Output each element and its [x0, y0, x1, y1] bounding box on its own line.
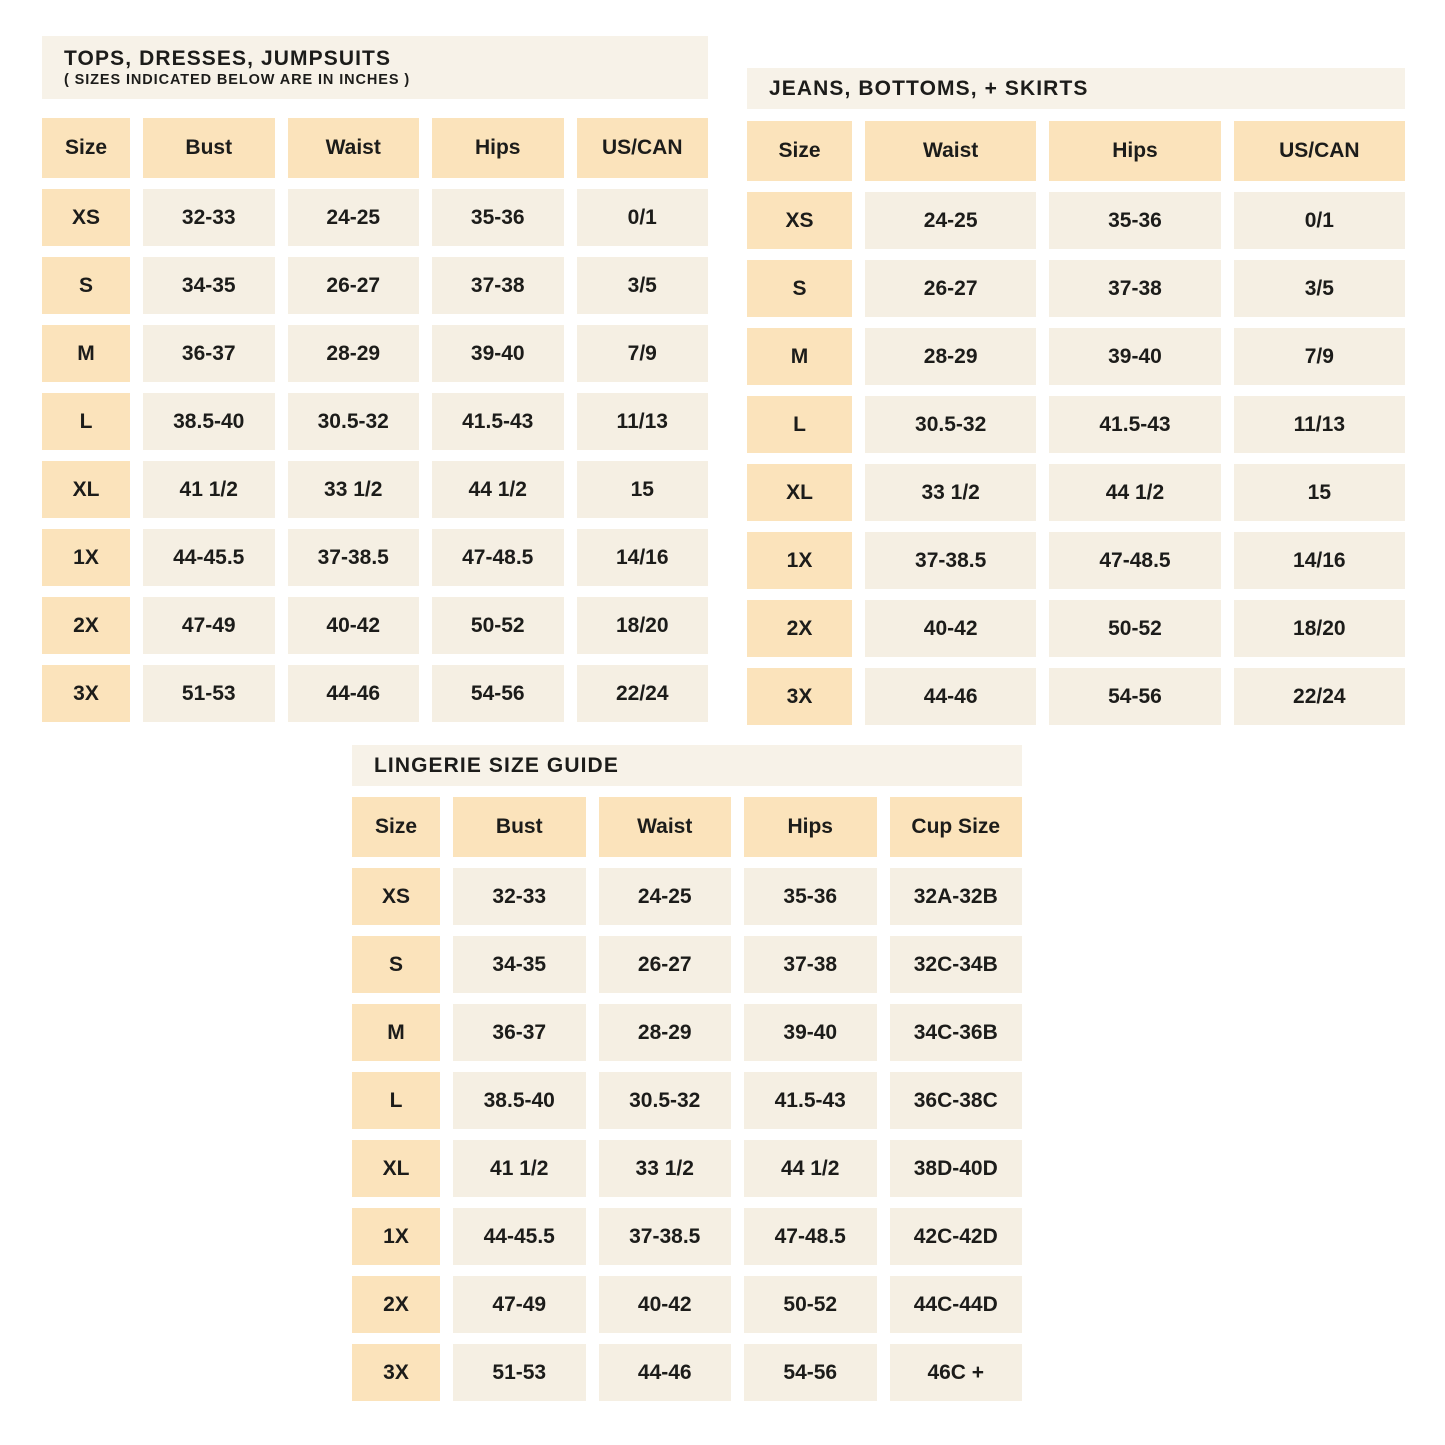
jeans-bottoms-skirts-section	[747, 68, 1405, 725]
measurement-cell: 32C-34B	[890, 936, 1023, 993]
size-label-cell: 1X	[42, 529, 130, 586]
measurement-cell: 14/16	[1234, 532, 1405, 589]
size-label-cell: S	[747, 260, 852, 317]
size-label-cell: S	[352, 936, 440, 993]
measurement-cell: 7/9	[1234, 328, 1405, 385]
size-label-cell: 3X	[42, 665, 130, 722]
measurement-cell: 11/13	[577, 393, 709, 450]
size-label-cell: XS	[42, 189, 130, 246]
size-label-cell: XS	[352, 868, 440, 925]
measurement-cell: 41.5-43	[1049, 396, 1220, 453]
measurement-cell: 30.5-32	[288, 393, 420, 450]
measurement-cell: 47-49	[143, 597, 275, 654]
jeans-title-bar	[747, 68, 1405, 109]
size-label-cell: XL	[352, 1140, 440, 1197]
measurement-cell: 44-45.5	[453, 1208, 586, 1265]
lingerie-title: LINGERIE SIZE GUIDE	[374, 754, 619, 777]
measurement-cell: 39-40	[432, 325, 564, 382]
measurement-cell: 24-25	[865, 192, 1036, 249]
measurement-cell: 44-45.5	[143, 529, 275, 586]
jeans-size-grid	[747, 121, 1405, 725]
measurement-cell: 40-42	[599, 1276, 732, 1333]
measurement-cell: 33 1/2	[865, 464, 1036, 521]
measurement-cell: 11/13	[1234, 396, 1405, 453]
column-header-us-can: US/CAN	[1234, 121, 1405, 181]
measurement-cell: 30.5-32	[865, 396, 1036, 453]
measurement-cell: 26-27	[288, 257, 420, 314]
column-header-cup-size: Cup Size	[890, 797, 1023, 857]
measurement-cell: 22/24	[1234, 668, 1405, 725]
measurement-cell: 35-36	[1049, 192, 1220, 249]
measurement-cell: 44 1/2	[1049, 464, 1220, 521]
measurement-cell: 28-29	[865, 328, 1036, 385]
measurement-cell: 35-36	[744, 868, 877, 925]
measurement-cell: 41.5-43	[744, 1072, 877, 1129]
column-header-size: Size	[42, 118, 130, 178]
measurement-cell: 14/16	[577, 529, 709, 586]
size-label-cell: XL	[42, 461, 130, 518]
column-header-hips: Hips	[744, 797, 877, 857]
size-label-cell: M	[747, 328, 852, 385]
measurement-cell: 44-46	[288, 665, 420, 722]
measurement-cell: 18/20	[577, 597, 709, 654]
column-header-waist: Waist	[865, 121, 1036, 181]
measurement-cell: 46C +	[890, 1344, 1023, 1401]
column-header-size: Size	[747, 121, 852, 181]
measurement-cell: 41.5-43	[432, 393, 564, 450]
jeans-title: JEANS, BOTTOMS, + SKIRTS	[769, 77, 1089, 100]
size-label-cell: M	[352, 1004, 440, 1061]
measurement-cell: 32-33	[453, 868, 586, 925]
measurement-cell: 35-36	[432, 189, 564, 246]
measurement-cell: 36-37	[453, 1004, 586, 1061]
measurement-cell: 50-52	[744, 1276, 877, 1333]
measurement-cell: 44-46	[865, 668, 1036, 725]
measurement-cell: 54-56	[1049, 668, 1220, 725]
measurement-cell: 44 1/2	[744, 1140, 877, 1197]
measurement-cell: 41 1/2	[453, 1140, 586, 1197]
measurement-cell: 15	[577, 461, 709, 518]
measurement-cell: 33 1/2	[599, 1140, 732, 1197]
measurement-cell: 24-25	[288, 189, 420, 246]
measurement-cell: 28-29	[599, 1004, 732, 1061]
measurement-cell: 51-53	[453, 1344, 586, 1401]
size-label-cell: 1X	[352, 1208, 440, 1265]
measurement-cell: 37-38.5	[288, 529, 420, 586]
tops-dresses-jumpsuits-section	[42, 36, 708, 722]
tops-title-bar	[42, 36, 708, 99]
measurement-cell: 32-33	[143, 189, 275, 246]
measurement-cell: 26-27	[865, 260, 1036, 317]
measurement-cell: 41 1/2	[143, 461, 275, 518]
size-label-cell: S	[42, 257, 130, 314]
column-header-bust: Bust	[453, 797, 586, 857]
lingerie-size-grid	[352, 797, 1022, 1401]
measurement-cell: 47-48.5	[432, 529, 564, 586]
measurement-cell: 44C-44D	[890, 1276, 1023, 1333]
measurement-cell: 40-42	[288, 597, 420, 654]
measurement-cell: 26-27	[599, 936, 732, 993]
column-header-waist: Waist	[599, 797, 732, 857]
size-label-cell: 2X	[747, 600, 852, 657]
measurement-cell: 37-38	[432, 257, 564, 314]
measurement-cell: 54-56	[432, 665, 564, 722]
measurement-cell: 40-42	[865, 600, 1036, 657]
measurement-cell: 47-48.5	[744, 1208, 877, 1265]
column-header-hips: Hips	[1049, 121, 1220, 181]
lingerie-size-guide-section	[352, 745, 1022, 1401]
size-label-cell: L	[747, 396, 852, 453]
size-label-cell: XS	[747, 192, 852, 249]
measurement-cell: 47-48.5	[1049, 532, 1220, 589]
measurement-cell: 15	[1234, 464, 1405, 521]
size-label-cell: L	[42, 393, 130, 450]
measurement-cell: 34-35	[143, 257, 275, 314]
measurement-cell: 37-38.5	[865, 532, 1036, 589]
measurement-cell: 50-52	[432, 597, 564, 654]
measurement-cell: 36-37	[143, 325, 275, 382]
size-label-cell: 2X	[42, 597, 130, 654]
tops-title: TOPS, DRESSES, JUMPSUITS	[64, 47, 392, 70]
measurement-cell: 38.5-40	[453, 1072, 586, 1129]
measurement-cell: 44-46	[599, 1344, 732, 1401]
size-label-cell: 3X	[352, 1344, 440, 1401]
size-label-cell: M	[42, 325, 130, 382]
measurement-cell: 37-38	[1049, 260, 1220, 317]
measurement-cell: 28-29	[288, 325, 420, 382]
measurement-cell: 38D-40D	[890, 1140, 1023, 1197]
column-header-hips: Hips	[432, 118, 564, 178]
lingerie-title-bar	[352, 745, 1022, 786]
measurement-cell: 34C-36B	[890, 1004, 1023, 1061]
tops-subtitle: ( SIZES INDICATED BELOW ARE IN INCHES )	[64, 72, 411, 88]
size-label-cell: L	[352, 1072, 440, 1129]
measurement-cell: 30.5-32	[599, 1072, 732, 1129]
measurement-cell: 3/5	[577, 257, 709, 314]
measurement-cell: 42C-42D	[890, 1208, 1023, 1265]
measurement-cell: 0/1	[577, 189, 709, 246]
measurement-cell: 51-53	[143, 665, 275, 722]
measurement-cell: 47-49	[453, 1276, 586, 1333]
size-label-cell: XL	[747, 464, 852, 521]
column-header-waist: Waist	[288, 118, 420, 178]
size-label-cell: 1X	[747, 532, 852, 589]
measurement-cell: 3/5	[1234, 260, 1405, 317]
measurement-cell: 44 1/2	[432, 461, 564, 518]
column-header-us-can: US/CAN	[577, 118, 709, 178]
column-header-bust: Bust	[143, 118, 275, 178]
size-label-cell: 2X	[352, 1276, 440, 1333]
measurement-cell: 54-56	[744, 1344, 877, 1401]
measurement-cell: 37-38	[744, 936, 877, 993]
measurement-cell: 50-52	[1049, 600, 1220, 657]
measurement-cell: 38.5-40	[143, 393, 275, 450]
measurement-cell: 36C-38C	[890, 1072, 1023, 1129]
measurement-cell: 39-40	[1049, 328, 1220, 385]
measurement-cell: 34-35	[453, 936, 586, 993]
measurement-cell: 37-38.5	[599, 1208, 732, 1265]
tops-size-grid	[42, 118, 708, 722]
size-label-cell: 3X	[747, 668, 852, 725]
measurement-cell: 32A-32B	[890, 868, 1023, 925]
measurement-cell: 39-40	[744, 1004, 877, 1061]
measurement-cell: 18/20	[1234, 600, 1405, 657]
measurement-cell: 33 1/2	[288, 461, 420, 518]
measurement-cell: 22/24	[577, 665, 709, 722]
measurement-cell: 24-25	[599, 868, 732, 925]
column-header-size: Size	[352, 797, 440, 857]
measurement-cell: 0/1	[1234, 192, 1405, 249]
measurement-cell: 7/9	[577, 325, 709, 382]
